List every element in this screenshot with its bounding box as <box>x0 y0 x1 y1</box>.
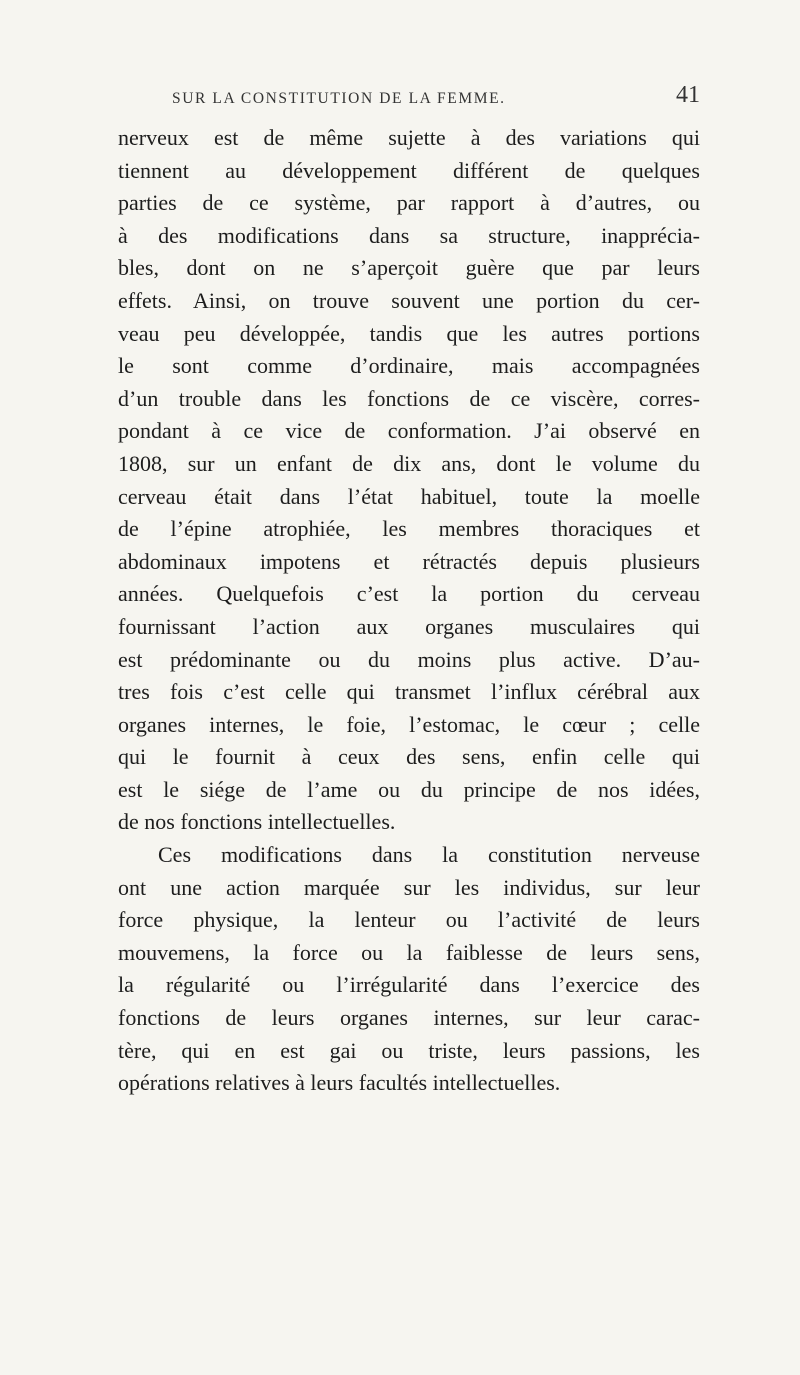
text-line: qui le fournit à ceux des sens, enfin celle qui <box>118 744 700 770</box>
text-line: organes internes, le foie, l’estomac, le cœur ; celle <box>118 711 700 737</box>
text-line: fonctions de leurs organes internes, sur leur carac- <box>118 1005 700 1031</box>
text-line: la régularité ou l’irrégularité dans l’exercice des <box>118 972 700 998</box>
text-line: veau peu développée, tandis que les autres portions <box>118 320 700 346</box>
text-line: à des modifications dans sa structure, inapprécia- <box>118 222 700 248</box>
text-line: bles, dont on ne s’aperçoit guère que par leurs <box>118 255 700 281</box>
text-line: est le siége de l’ame ou du principe de nos idées, <box>118 776 700 802</box>
text-line: nerveux est de même sujette à des variations qui <box>118 125 700 150</box>
text-line: effets. Ainsi, on trouve souvent une portion du cer- <box>118 287 700 313</box>
text-line: pondant à ce vice de conformation. J’ai observé en <box>118 418 700 444</box>
paragraph-first-line: Ces modifications dans la constitution nerveuse <box>158 842 700 868</box>
text-line: tère, qui en est gai ou triste, leurs passions, les <box>118 1037 700 1063</box>
text-line: fournissant l’action aux organes musculaires qui <box>118 613 700 639</box>
text-line: cerveau était dans l’état habituel, toute la moelle <box>118 483 700 509</box>
text-line: est prédominante ou du moins plus active. D’au- <box>118 646 700 672</box>
paragraph-end-line: de nos fonctions intellectuelles. <box>118 809 396 835</box>
page-number: 41 <box>676 82 700 108</box>
text-line: 1808, sur un enfant de dix ans, dont le volume du <box>118 450 700 476</box>
text-line: parties de ce système, par rapport à d’autres, ou <box>118 190 700 216</box>
book-page <box>118 80 700 1100</box>
text-line: de l’épine atrophiée, les membres thoraciques et <box>118 516 700 542</box>
text-line: mouvemens, la force ou la faiblesse de leurs sens, <box>118 939 700 965</box>
body-text <box>118 122 700 1100</box>
text-line: années. Quelquefois c’est la portion du cerveau <box>118 581 700 607</box>
text-line: force physique, la lenteur ou l’activité de leurs <box>118 907 700 933</box>
text-line: d’un trouble dans les fonctions de ce viscère, corres- <box>118 385 700 411</box>
running-head <box>118 80 700 114</box>
paragraph-end-line: opérations relatives à leurs facultés intellectuelles. <box>118 1070 561 1096</box>
text-line: tiennent au développement différent de quelques <box>118 157 700 183</box>
running-title: SUR LA CONSTITUTION DE LA FEMME. <box>172 90 506 107</box>
text-line: tres fois c’est celle qui transmet l’influx cérébral aux <box>118 679 700 705</box>
text-line: ont une action marquée sur les individus, sur leur <box>118 874 700 900</box>
text-line: abdominaux impotens et rétractés depuis plusieurs <box>118 548 700 574</box>
text-line: le sont comme d’ordinaire, mais accompagnées <box>118 353 700 379</box>
